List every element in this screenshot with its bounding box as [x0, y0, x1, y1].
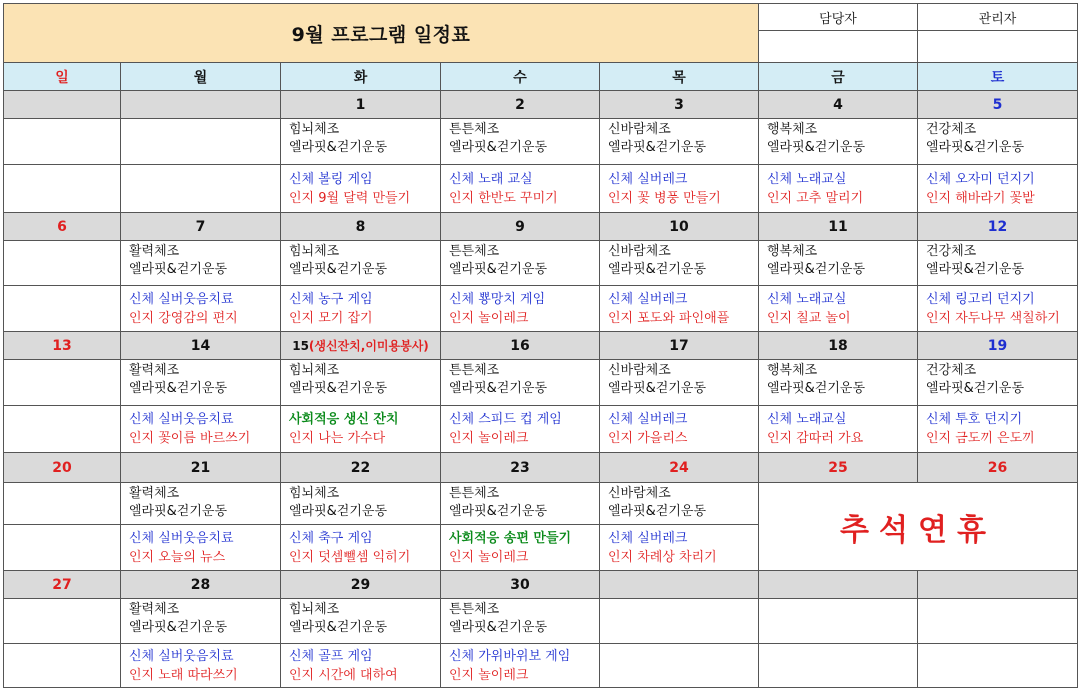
activity-cell	[759, 286, 918, 332]
physical-activity: 신체 실버레크	[608, 412, 688, 427]
physical-activity: 신체 실버웃음치료	[129, 648, 234, 664]
program-cell	[600, 241, 759, 286]
exercise-detail: 엘라핏&걷기운동	[129, 504, 228, 519]
date-number: 14	[190, 337, 211, 354]
cognitive-activity: 인지 놀이레크	[449, 667, 529, 683]
exercise-name: 힘뇌체조	[289, 363, 340, 378]
date-number: 27	[52, 576, 72, 593]
manager-label: 담당자	[759, 4, 918, 31]
program-row	[4, 483, 1078, 525]
date-row	[4, 332, 1078, 360]
exercise-detail: 엘라핏&걷기운동	[289, 262, 388, 277]
cognitive-activity: 인지 강영감의 편지	[129, 310, 238, 326]
activity-cell	[281, 525, 441, 571]
date-number: 29	[350, 576, 371, 593]
exercise-detail: 엘라핏&걷기운동	[449, 262, 548, 277]
date-cell	[441, 332, 600, 360]
program-row	[4, 119, 1078, 165]
program-cell	[281, 241, 441, 286]
exercise-name: 힘뇌체조	[289, 602, 340, 617]
program-row	[4, 599, 1078, 644]
cognitive-activity: 인지 한반도 꾸미기	[449, 190, 558, 206]
date-number: 23	[510, 459, 530, 476]
exercise-detail: 엘라핏&걷기운동	[767, 140, 866, 155]
exercise-detail: 엘라핏&걷기운동	[449, 620, 548, 635]
date-cell	[759, 213, 918, 241]
weeks-body	[4, 91, 1078, 688]
exercise-name: 건강체조	[926, 122, 977, 137]
date-cell	[281, 213, 441, 241]
exercise-detail: 엘라핏&걷기운동	[926, 262, 1025, 277]
date-cell	[441, 213, 600, 241]
program-cell	[918, 360, 1078, 406]
exercise-name: 힘뇌체조	[289, 122, 340, 137]
physical-activity: 신체 스피드 컵 게임	[449, 412, 562, 427]
cognitive-activity: 인지 모기 잡기	[289, 310, 373, 326]
date-number: 25	[828, 459, 848, 476]
physical-activity: 신체 실버레크	[608, 530, 688, 546]
exercise-name: 활력체조	[129, 486, 180, 501]
physical-activity: 신체 실버웃음치료	[129, 530, 234, 546]
activity-cell	[600, 165, 759, 213]
date-number: 26	[987, 459, 1008, 476]
physical-activity: 신체 실버레크	[608, 291, 688, 307]
activity-row	[4, 165, 1078, 213]
exercise-name: 활력체조	[129, 363, 180, 378]
cognitive-activity: 인지 나는 가수다	[289, 431, 386, 446]
exercise-detail: 엘라핏&걷기운동	[608, 140, 707, 155]
date-cell	[281, 332, 441, 360]
date-cell	[600, 91, 759, 119]
date-number: 17	[669, 337, 689, 354]
date-cell	[121, 453, 281, 483]
date-number: 21	[190, 459, 211, 476]
date-cell	[759, 91, 918, 119]
exercise-detail: 엘라핏&걷기운동	[926, 381, 1025, 396]
date-row	[4, 571, 1078, 599]
weekday-tue: 화	[281, 63, 441, 91]
activity-cell	[441, 406, 600, 453]
exercise-detail: 엘라핏&걷기운동	[608, 262, 707, 277]
exercise-detail: 엘라핏&걷기운동	[129, 262, 228, 277]
physical-activity: 신체 가위바위보 게임	[449, 648, 571, 664]
date-number: 15	[292, 339, 309, 353]
program-row	[4, 241, 1078, 286]
date-cell	[121, 213, 281, 241]
activity-cell	[281, 286, 441, 332]
cognitive-activity: 인지 노래 따라쓰기	[129, 667, 238, 683]
program-cell	[4, 360, 121, 406]
cognitive-activity: 인지 칠교 놀이	[767, 310, 851, 326]
program-cell	[121, 483, 281, 525]
exercise-name: 튼튼체조	[449, 363, 500, 378]
cognitive-activity: 인지 꽃 병풍 만들기	[608, 190, 721, 206]
cognitive-activity: 인지 놀이레크	[449, 310, 529, 326]
social-activity: 사회적응 송편 만들기	[449, 530, 572, 546]
date-cell	[441, 453, 600, 483]
exercise-name: 신바람체조	[608, 363, 671, 378]
date-number: 30	[510, 576, 530, 593]
schedule-sheet	[3, 3, 1078, 688]
program-cell	[4, 483, 121, 525]
physical-activity: 신체 노래교실	[767, 171, 847, 187]
date-number: 16	[510, 337, 530, 354]
date-cell	[918, 91, 1078, 119]
activity-cell	[918, 644, 1078, 688]
weekday-thu: 목	[600, 63, 759, 91]
program-cell	[918, 119, 1078, 165]
exercise-name: 행복체조	[767, 244, 818, 259]
exercise-name: 튼튼체조	[449, 602, 500, 617]
date-cell	[281, 91, 441, 119]
exercise-name: 힘뇌체조	[289, 486, 340, 501]
physical-activity: 신체 골프 게임	[289, 648, 373, 664]
social-activity: 사회적응 생신 잔치	[289, 412, 399, 427]
date-cell	[600, 213, 759, 241]
date-number: 18	[828, 337, 848, 354]
program-cell	[121, 599, 281, 644]
date-cell	[759, 453, 918, 483]
exercise-name: 신바람체조	[608, 244, 671, 259]
exercise-name: 튼튼체조	[449, 122, 500, 137]
program-cell	[121, 241, 281, 286]
exercise-detail: 엘라핏&걷기운동	[608, 504, 707, 519]
program-cell	[281, 483, 441, 525]
exercise-name: 튼튼체조	[449, 486, 500, 501]
date-cell	[918, 571, 1078, 599]
program-cell	[4, 599, 121, 644]
date-number: 8	[355, 218, 366, 235]
program-row	[4, 360, 1078, 406]
exercise-name: 활력체조	[129, 244, 180, 259]
activity-cell	[4, 525, 121, 571]
exercise-detail: 엘라핏&걷기운동	[289, 381, 388, 396]
activity-cell	[918, 165, 1078, 213]
activity-cell	[121, 525, 281, 571]
program-cell	[441, 483, 600, 525]
date-number: 2	[515, 96, 525, 113]
exercise-detail: 엘라핏&걷기운동	[129, 620, 228, 635]
physical-activity: 신체 볼링 게임	[289, 171, 373, 187]
physical-activity: 신체 실버레크	[608, 171, 688, 187]
exercise-name: 행복체조	[767, 122, 818, 137]
date-cell	[918, 213, 1078, 241]
program-cell	[121, 119, 281, 165]
exercise-detail: 엘라핏&걷기운동	[449, 140, 548, 155]
activity-cell	[121, 165, 281, 213]
date-cell	[281, 571, 441, 599]
cognitive-activity: 인지 덧셈뺄셈 익히기	[289, 549, 411, 565]
program-cell	[4, 241, 121, 286]
date-number: 24	[669, 459, 689, 476]
exercise-detail: 엘라핏&걷기운동	[767, 381, 866, 396]
date-cell	[759, 332, 918, 360]
date-cell	[121, 332, 281, 360]
manager-signature-box[interactable]	[759, 31, 918, 63]
exercise-name: 활력체조	[129, 602, 180, 617]
date-cell	[759, 571, 918, 599]
physical-activity: 신체 실버웃음치료	[129, 412, 234, 427]
date-cell	[441, 91, 600, 119]
date-row	[4, 213, 1078, 241]
holiday-banner: 추석연휴	[759, 483, 1078, 571]
activity-cell	[441, 165, 600, 213]
date-row	[4, 91, 1078, 119]
date-number: 13	[52, 337, 72, 354]
program-cell	[600, 360, 759, 406]
cognitive-activity: 인지 해바라기 꽃밭	[926, 190, 1035, 206]
exercise-detail: 엘라핏&걷기운동	[289, 504, 388, 519]
cognitive-activity: 인지 9월 달력 만들기	[289, 190, 411, 206]
schedule-table	[3, 3, 1078, 688]
admin-signature-box[interactable]	[918, 31, 1078, 63]
program-cell	[441, 599, 600, 644]
date-number: 12	[987, 218, 1008, 235]
cognitive-activity: 인지 시간에 대하여	[289, 667, 398, 683]
exercise-name: 행복체조	[767, 363, 818, 378]
physical-activity: 신체 노래교실	[767, 291, 847, 307]
physical-activity: 신체 농구 게임	[289, 291, 373, 307]
exercise-detail: 엘라핏&걷기운동	[289, 140, 388, 155]
weekday-fri: 금	[759, 63, 918, 91]
activity-cell	[600, 406, 759, 453]
date-cell	[600, 332, 759, 360]
date-row	[4, 453, 1078, 483]
activity-cell	[281, 644, 441, 688]
program-cell	[4, 119, 121, 165]
cognitive-activity: 인지 오늘의 뉴스	[129, 549, 226, 565]
date-cell	[4, 213, 121, 241]
activity-cell	[600, 525, 759, 571]
cognitive-activity: 인지 금도끼 은도끼	[926, 431, 1035, 446]
activity-cell	[4, 644, 121, 688]
program-cell	[281, 119, 441, 165]
activity-cell	[441, 525, 600, 571]
cognitive-activity: 인지 고추 말리기	[767, 190, 864, 206]
cognitive-activity: 인지 포도와 파인애플	[608, 310, 730, 326]
date-cell	[600, 571, 759, 599]
date-cell	[918, 332, 1078, 360]
exercise-detail: 엘라핏&걷기운동	[608, 381, 707, 396]
date-number: 20	[52, 459, 72, 476]
physical-activity: 신체 노래교실	[767, 412, 847, 427]
exercise-name: 튼튼체조	[449, 244, 500, 259]
program-cell	[281, 599, 441, 644]
cognitive-activity: 인지 놀이레크	[449, 549, 529, 565]
date-cell	[4, 571, 121, 599]
program-cell	[121, 360, 281, 406]
page-title: 9월 프로그램 일정표	[4, 4, 759, 63]
program-cell	[281, 360, 441, 406]
date-cell	[918, 453, 1078, 483]
activity-cell	[759, 406, 918, 453]
activity-cell	[918, 406, 1078, 453]
physical-activity: 신체 오자미 던지기	[926, 171, 1035, 187]
exercise-name: 신바람체조	[608, 486, 671, 501]
cognitive-activity: 인지 차례상 차리기	[608, 549, 717, 565]
physical-activity: 신체 노래 교실	[449, 171, 533, 187]
activity-cell	[441, 286, 600, 332]
program-cell	[600, 483, 759, 525]
program-cell	[759, 599, 918, 644]
activity-cell	[121, 286, 281, 332]
weekday-mon: 월	[121, 63, 281, 91]
weekday-sat: 토	[918, 63, 1078, 91]
date-number: 19	[987, 337, 1008, 354]
date-number: 22	[350, 459, 371, 476]
program-cell	[759, 241, 918, 286]
date-number: 4	[833, 96, 843, 113]
activity-row	[4, 286, 1078, 332]
date-number: 3	[674, 96, 684, 113]
program-cell	[759, 360, 918, 406]
date-number: 7	[195, 218, 206, 235]
physical-activity: 신체 투호 던지기	[926, 412, 1023, 427]
cognitive-activity: 인지 꽃이름 바르쓰기	[129, 431, 251, 446]
activity-cell	[281, 165, 441, 213]
exercise-name: 신바람체조	[608, 122, 671, 137]
weekday-sun: 일	[4, 63, 121, 91]
date-cell	[121, 571, 281, 599]
activity-cell	[441, 644, 600, 688]
admin-label: 관리자	[918, 4, 1078, 31]
cognitive-activity: 인지 놀이레크	[449, 431, 529, 446]
activity-cell	[4, 286, 121, 332]
date-number: 28	[190, 576, 211, 593]
exercise-detail: 엘라핏&걷기운동	[767, 262, 866, 277]
physical-activity: 신체 축구 게임	[289, 530, 373, 546]
activity-cell	[4, 406, 121, 453]
event-note: (생신잔치,이미용봉사)	[308, 339, 429, 353]
activity-cell	[759, 644, 918, 688]
date-number: 6	[57, 218, 67, 235]
cognitive-activity: 인지 가을리스	[608, 431, 688, 446]
program-cell	[600, 599, 759, 644]
date-number: 5	[992, 96, 1003, 113]
program-cell	[600, 119, 759, 165]
exercise-detail: 엘라핏&걷기운동	[926, 140, 1025, 155]
exercise-name: 건강체조	[926, 244, 977, 259]
activity-cell	[121, 406, 281, 453]
activity-cell	[600, 644, 759, 688]
date-number: 9	[515, 218, 525, 235]
activity-cell	[281, 406, 441, 453]
physical-activity: 신체 실버웃음치료	[129, 291, 234, 307]
program-cell	[441, 360, 600, 406]
weekday-header-row	[4, 63, 1078, 91]
activity-row	[4, 406, 1078, 453]
date-cell	[600, 453, 759, 483]
activity-cell	[918, 286, 1078, 332]
exercise-name: 건강체조	[926, 363, 977, 378]
program-cell	[918, 241, 1078, 286]
cognitive-activity: 인지 자두나무 색칠하기	[926, 310, 1060, 326]
program-cell	[918, 599, 1078, 644]
activity-cell	[121, 644, 281, 688]
program-cell	[759, 119, 918, 165]
date-cell	[4, 332, 121, 360]
physical-activity: 신체 뿅망치 게임	[449, 291, 546, 307]
exercise-name: 힘뇌체조	[289, 244, 340, 259]
program-cell	[441, 241, 600, 286]
program-cell	[441, 119, 600, 165]
date-cell	[441, 571, 600, 599]
activity-cell	[4, 165, 121, 213]
date-cell	[281, 453, 441, 483]
date-cell	[4, 453, 121, 483]
cognitive-activity: 인지 감따러 가요	[767, 431, 864, 446]
exercise-detail: 엘라핏&걷기운동	[449, 504, 548, 519]
exercise-detail: 엘라핏&걷기운동	[129, 381, 228, 396]
weekday-wed: 수	[441, 63, 600, 91]
date-number: 11	[828, 218, 848, 235]
activity-cell	[759, 165, 918, 213]
date-number: 10	[669, 218, 689, 235]
activity-row	[4, 644, 1078, 688]
date-cell	[4, 91, 121, 119]
activity-cell	[600, 286, 759, 332]
exercise-detail: 엘라핏&걷기운동	[449, 381, 548, 396]
physical-activity: 신체 링고리 던지기	[926, 291, 1035, 307]
exercise-detail: 엘라핏&걷기운동	[289, 620, 388, 635]
date-cell	[121, 91, 281, 119]
date-number: 1	[355, 96, 366, 113]
